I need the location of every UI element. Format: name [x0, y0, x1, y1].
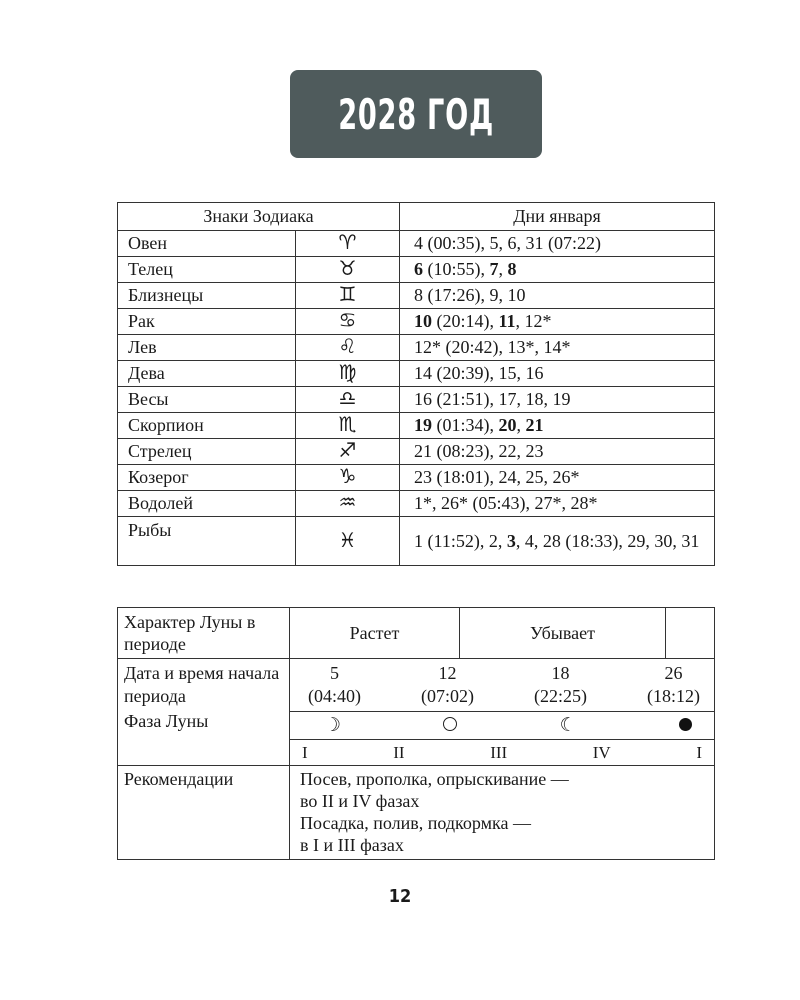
zodiac-days: 10 (20:14), 11, 12* [400, 309, 715, 335]
moon-roman-cell [290, 739, 715, 766]
zodiac-sign-name: Водолей [118, 491, 296, 517]
moon-waning: Убывает [460, 608, 666, 659]
zodiac-symbol-icon: ♏︎ [296, 413, 400, 439]
zodiac-symbol-icon: ♍︎ [296, 361, 400, 387]
moon-roman-row [118, 739, 715, 766]
zodiac-row [118, 413, 715, 439]
moon-phase-numbers [290, 742, 714, 763]
zodiac-header-row [118, 203, 715, 231]
zodiac-days: 19 (01:34), 20, 21 [400, 413, 715, 439]
zodiac-days: 1*, 26* (05:43), 27*, 28* [400, 491, 715, 517]
year-title-box [290, 70, 542, 158]
last-quarter-moon-icon: ☾ [559, 714, 577, 736]
recommendation-line: Посадка, полив, подкормка — [300, 813, 531, 833]
zodiac-row [118, 465, 715, 491]
moon-roman-empty [118, 739, 290, 766]
zodiac-sign-name: Скорпион [118, 413, 296, 439]
moon-phase-number: III [490, 742, 508, 762]
zodiac-sign-name: Рыбы [118, 517, 296, 566]
moon-character-row [118, 608, 715, 659]
zodiac-symbol-icon: ♌︎ [296, 335, 400, 361]
zodiac-days: 6 (10:55), 7, 8 [400, 257, 715, 283]
zodiac-header-days: Дни января [400, 203, 715, 231]
zodiac-symbol-icon: ♒︎ [296, 491, 400, 517]
zodiac-symbol-icon: ♐︎ [296, 439, 400, 465]
zodiac-symbol-icon: ♈︎ [296, 231, 400, 257]
moon-period-start: 5 (04:40) [308, 662, 361, 706]
zodiac-days: 4 (00:35), 5, 6, 31 (07:22) [400, 231, 715, 257]
zodiac-days: 8 (17:26), 9, 10 [400, 283, 715, 309]
zodiac-table [117, 202, 715, 566]
zodiac-days: 14 (20:39), 15, 16 [400, 361, 715, 387]
zodiac-symbol-icon: ♑︎ [296, 465, 400, 491]
moon-character-label: Характер Луны в периоде [118, 608, 290, 659]
zodiac-row [118, 335, 715, 361]
moon-waxing: Растет [290, 608, 460, 659]
zodiac-sign-name: Телец [118, 257, 296, 283]
zodiac-symbol-icon: ♓︎ [296, 517, 400, 566]
first-quarter-moon-icon: ☽ [324, 714, 342, 736]
moon-phase-cell [290, 711, 715, 739]
zodiac-sign-name: Стрелец [118, 439, 296, 465]
zodiac-row [118, 309, 715, 335]
recommendation-line: во II и IV фазах [300, 791, 420, 811]
recommendations-row [118, 766, 715, 860]
zodiac-row [118, 361, 715, 387]
moon-phase-label: Фаза Луны [118, 711, 290, 739]
zodiac-sign-name: Рак [118, 309, 296, 335]
recommendation-line: Посев, прополка, опрыскивание — [300, 769, 569, 789]
full-moon-icon [443, 715, 457, 736]
zodiac-days: 1 (11:52), 2, 3, 4, 28 (18:33), 29, 30, 31 [400, 517, 715, 566]
zodiac-row [118, 387, 715, 413]
zodiac-row [118, 257, 715, 283]
recommendations-text [290, 766, 715, 860]
moon-phase-table [117, 607, 715, 860]
moon-dates-list [290, 662, 714, 708]
zodiac-row [118, 517, 715, 566]
new-moon-icon [679, 715, 692, 736]
zodiac-row [118, 491, 715, 517]
recommendations-label: Рекомендации [118, 766, 290, 860]
zodiac-symbol-icon: ♊︎ [296, 283, 400, 309]
moon-phase-number: II [393, 742, 405, 762]
year-title: 2028 ГОД [338, 89, 494, 139]
zodiac-days: 21 (08:23), 22, 23 [400, 439, 715, 465]
zodiac-sign-name: Овен [118, 231, 296, 257]
zodiac-symbol-icon: ♉︎ [296, 257, 400, 283]
zodiac-row [118, 283, 715, 309]
zodiac-sign-name: Близнецы [118, 283, 296, 309]
zodiac-days: 23 (18:01), 24, 25, 26* [400, 465, 715, 491]
zodiac-days: 12* (20:42), 13*, 14* [400, 335, 715, 361]
zodiac-sign-name: Весы [118, 387, 296, 413]
moon-character-empty [666, 608, 715, 659]
moon-phase-number: I [302, 742, 308, 762]
moon-date-label: Дата и время начала периода [118, 659, 290, 712]
page-number: 12 [388, 886, 412, 907]
moon-period-start: 18 (22:25) [534, 662, 587, 706]
moon-phase-icons [290, 715, 714, 736]
moon-dates-cell [290, 659, 715, 712]
moon-phase-number: I [696, 742, 702, 762]
moon-phase-row [118, 711, 715, 739]
moon-period-start: 12 (07:02) [421, 662, 474, 706]
zodiac-row [118, 439, 715, 465]
zodiac-header-sign: Знаки Зодиака [118, 203, 400, 231]
zodiac-sign-name: Дева [118, 361, 296, 387]
zodiac-row [118, 231, 715, 257]
zodiac-sign-name: Лев [118, 335, 296, 361]
recommendation-line: в I и III фазах [300, 835, 404, 855]
zodiac-sign-name: Козерог [118, 465, 296, 491]
moon-dates-row [118, 659, 715, 712]
zodiac-symbol-icon: ♋︎ [296, 309, 400, 335]
zodiac-days: 16 (21:51), 17, 18, 19 [400, 387, 715, 413]
moon-period-start: 26 (18:12) [647, 662, 700, 706]
zodiac-symbol-icon: ♎︎ [296, 387, 400, 413]
moon-phase-number: IV [592, 742, 611, 762]
